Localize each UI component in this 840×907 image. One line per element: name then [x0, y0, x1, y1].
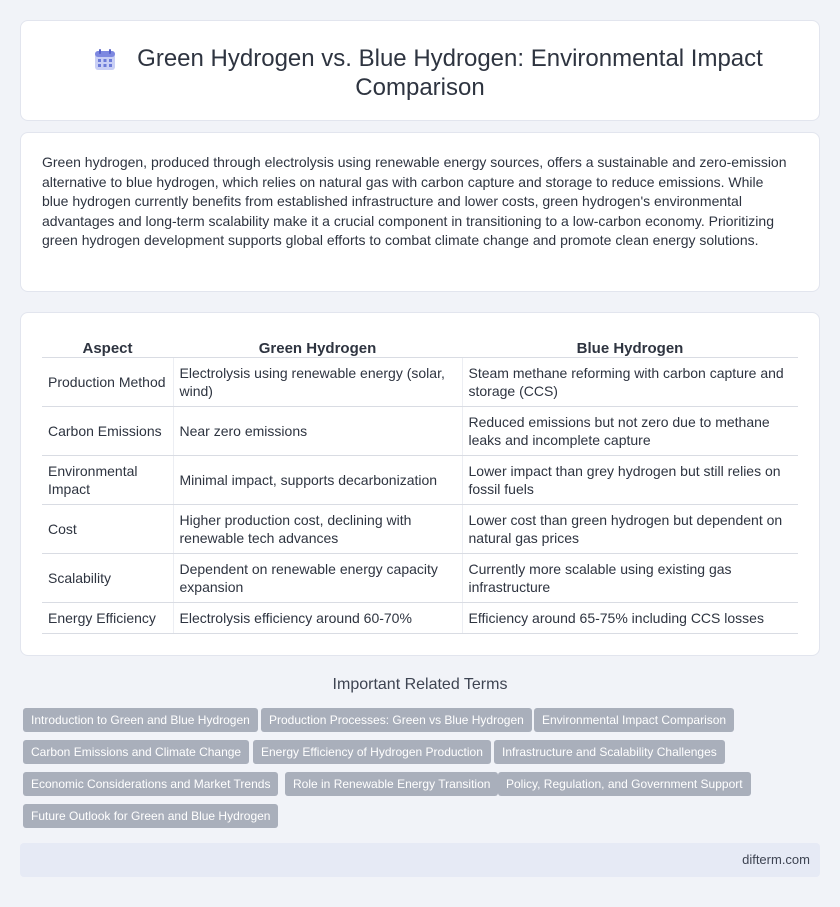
related-term-tag[interactable]: Carbon Emissions and Climate Change	[23, 740, 249, 764]
page-title	[21, 44, 819, 102]
table-cell-aspect: Production Method	[42, 357, 173, 406]
table-cell-green: Dependent on renewable energy capacity expansion	[173, 553, 462, 602]
table-cell-blue: Currently more scalable using existing gas infrastructure	[462, 553, 798, 602]
table-cell-blue: Efficiency around 65-75% including CCS losses	[462, 602, 798, 633]
footer-site-link[interactable]: difterm.com	[742, 852, 810, 867]
intro-paragraph: Green hydrogen, produced through electrolysis using renewable energy sources, offers a sustainable and zero-emission alternative to blue hydrogen, which relies on natural gas with carbon capture and storage to reduce emissions. While blue hydrogen currently benefits from established infrastructure and lower costs, green hydrogen's environmental advantages and long-term scalability make it a crucial component in transitioning to a low-carbon economy. Prioritizing green hydrogen development supports global efforts to combat climate change and promote clean energy solutions.	[42, 154, 787, 248]
table-cell-green: Minimal impact, supports decarbonization	[173, 455, 462, 504]
table-row	[42, 504, 798, 553]
table-cell-green: Higher production cost, declining with renewable tech advances	[173, 504, 462, 553]
table-cell-green: Near zero emissions	[173, 406, 462, 455]
column-header-green: Green Hydrogen	[173, 333, 462, 357]
table-row	[42, 602, 798, 633]
related-terms-heading: Important Related Terms	[332, 676, 508, 693]
table-row	[42, 357, 798, 406]
table-cell-aspect: Energy Efficiency	[42, 602, 173, 633]
related-term-tag[interactable]: Production Processes: Green vs Blue Hydrogen	[261, 708, 532, 732]
table-cell-aspect: Cost	[42, 504, 173, 553]
related-term-tag[interactable]: Introduction to Green and Blue Hydrogen	[23, 708, 258, 732]
table-cell-aspect: Environmental Impact	[42, 455, 173, 504]
related-term-tag[interactable]: Energy Efficiency of Hydrogen Production	[253, 740, 491, 764]
related-term-tag[interactable]: Role in Renewable Energy Transition	[285, 772, 498, 796]
related-term-tag[interactable]: Policy, Regulation, and Government Support	[498, 772, 751, 796]
table-row	[42, 406, 798, 455]
table-cell-green: Electrolysis using renewable energy (solar, wind)	[173, 357, 462, 406]
table-cell-blue: Steam methane reforming with carbon capture and storage (CCS)	[462, 357, 798, 406]
table-cell-aspect: Carbon Emissions	[42, 406, 173, 455]
related-term-tag[interactable]: Infrastructure and Scalability Challenges	[494, 740, 725, 764]
footer-bar	[20, 843, 820, 877]
related-term-tag[interactable]: Future Outlook for Green and Blue Hydrogen	[23, 804, 278, 828]
table-header-row	[42, 333, 798, 357]
related-term-tag[interactable]: Environmental Impact Comparison	[534, 708, 734, 732]
table-cell-blue: Lower impact than grey hydrogen but still relies on fossil fuels	[462, 455, 798, 504]
table-cell-blue: Reduced emissions but not zero due to methane leaks and incomplete capture	[462, 406, 798, 455]
table-row	[42, 553, 798, 602]
column-header-aspect: Aspect	[42, 333, 173, 357]
column-header-blue: Blue Hydrogen	[462, 333, 798, 357]
table-cell-green: Electrolysis efficiency around 60-70%	[173, 602, 462, 633]
intro-card	[20, 132, 820, 292]
table-cell-aspect: Scalability	[42, 553, 173, 602]
table-cell-blue: Lower cost than green hydrogen but dependent on natural gas prices	[462, 504, 798, 553]
page-title-line2: Comparison	[355, 74, 485, 101]
title-card	[20, 20, 820, 121]
comparison-table-card	[20, 312, 820, 656]
related-term-tag[interactable]: Economic Considerations and Market Trends	[23, 772, 278, 796]
comparison-table	[42, 333, 798, 634]
table-row	[42, 455, 798, 504]
page-title-line1: Green Hydrogen vs. Blue Hydrogen: Environmental Impact	[137, 45, 763, 72]
